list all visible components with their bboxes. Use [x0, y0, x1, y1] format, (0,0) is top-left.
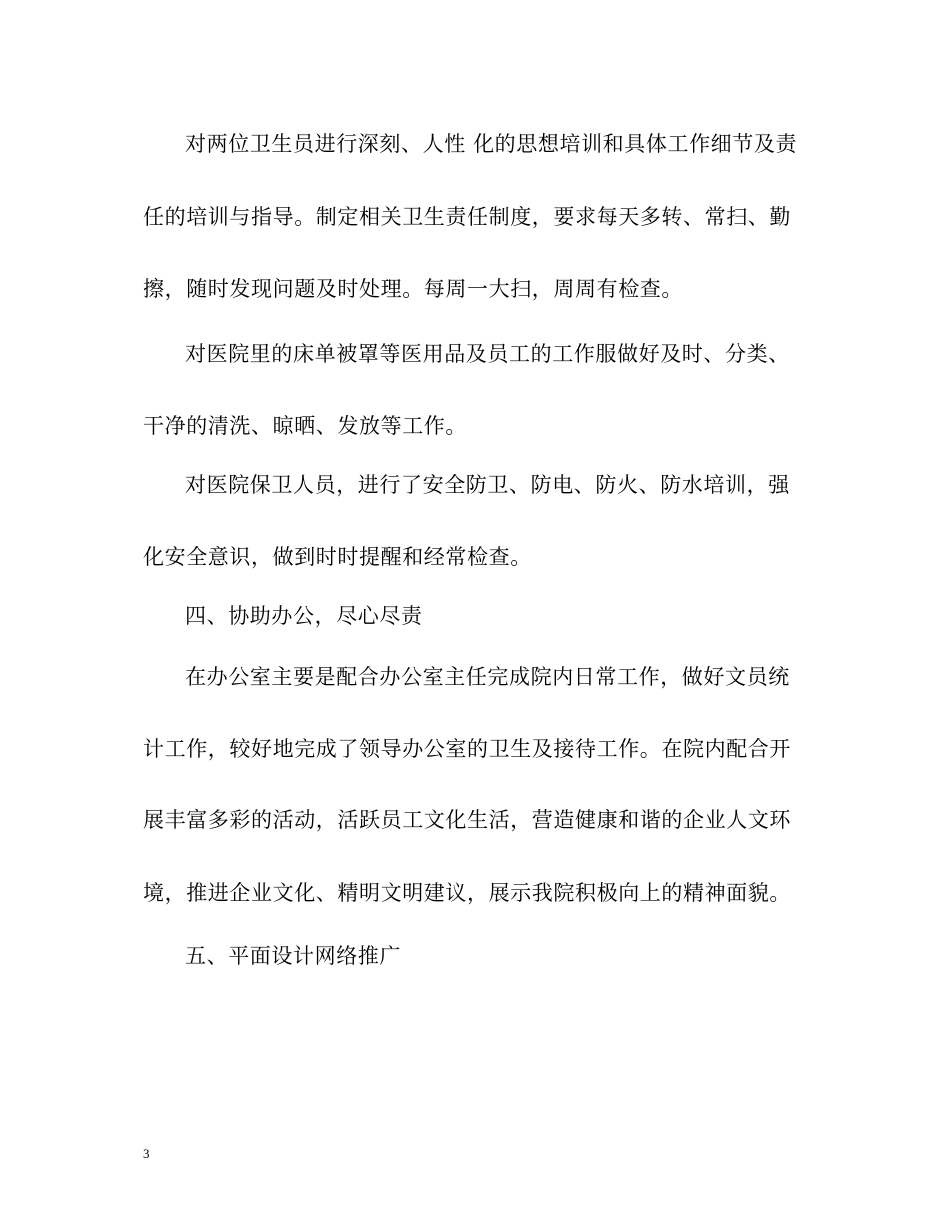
paragraph-line: 展丰富多彩的活动，活跃员工文化生活，营造健康和谐的企业人文环	[143, 808, 791, 832]
paragraph-line: 化安全意识，做到时时提醒和经常检查。	[143, 545, 532, 569]
paragraph-line: 计工作，较好地完成了领导办公室的卫生及接待工作。在院内配合开	[143, 737, 791, 761]
paragraph-line: 对医院里的床单被罩等医用品及员工的工作服做好及时、分类、	[185, 342, 790, 366]
paragraph-line: 对两位卫生员进行深刻、人性 化的思想培训和具体工作细节及责	[185, 132, 798, 156]
paragraph-line: 在办公室主要是配合办公室主任完成院内日常工作，做好文员统	[185, 665, 790, 689]
paragraph-line: 任的培训与指导。制定相关卫生责任制度，要求每天多转、常扫、勤	[143, 205, 791, 229]
section-heading: 四、协助办公，尽心尽责	[185, 604, 423, 628]
paragraph-line: 境，推进企业文化、精明文明建议，展示我院积极向上的精神面貌。	[143, 881, 791, 905]
page-number: 3	[143, 1146, 150, 1161]
paragraph-line: 对医院保卫人员，进行了安全防卫、防电、防火、防水培训，强	[185, 473, 790, 497]
section-heading: 五、平面设计网络推广	[185, 944, 401, 968]
paragraph-line: 干净的清洗、晾晒、发放等工作。	[143, 414, 467, 438]
paragraph-line: 擦，随时发现问题及时处理。每周一大扫，周周有检查。	[143, 277, 683, 301]
